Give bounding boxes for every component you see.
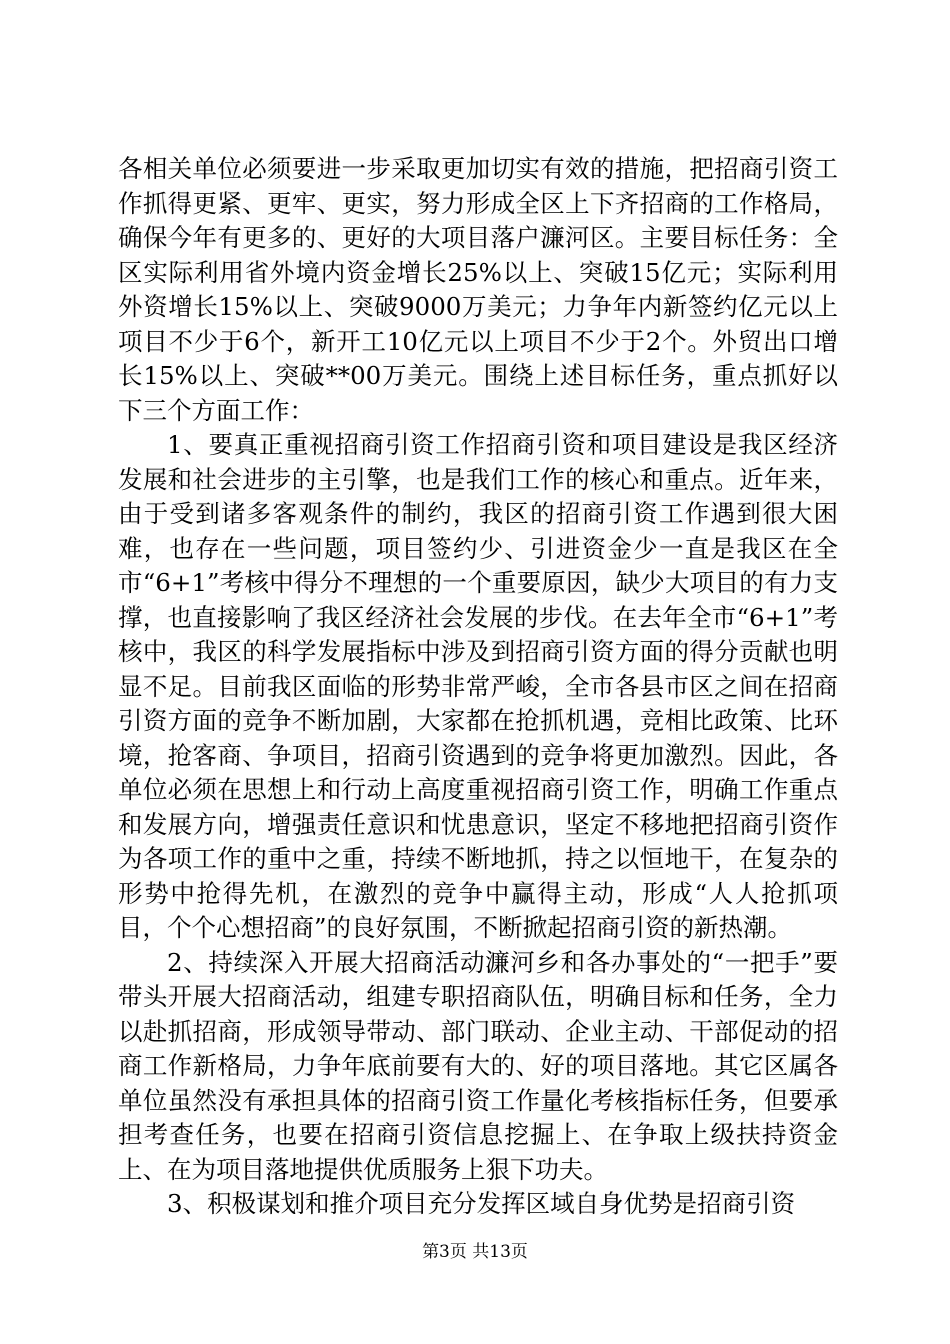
- paragraph-item-3: 3、积极谋划和推介项目充分发挥区域自身优势是招商引资: [167, 1189, 796, 1218]
- paragraph-item-2: 2、持续深入开展大招商活动濂河乡和各办事处的“一把手”要带头开展大招商活动，组建专职招商队伍，明确目标和任务，全力以赴抓招商，形成领导带动、部门联动、企业主动、干部促动的招商工作新格局，力争年底前要有大的、好的项目落地。其它区属各单位虽然没有承担具体的招商引资工作量化考核指标任务，但要承担考查任务，也要在招商引资信息挖掘上、在争取上级扶持资金上、在为项目落地提供优质服务上狠下功夫。: [118, 947, 838, 1184]
- paragraph-intro: 各相关单位必须要进一步采取更加切实有效的措施，把招商引资工作抓得更紧、更牢、更实，努力形成全区上下齐招商的工作格局，确保今年有更多的、更好的大项目落户濂河区。主要目标任务：全区实际利用省外境内资金增长25%以上、突破15亿元；实际利用外资增长15%以上、突破9000万美元；力争年内新签约亿元以上项目不少于6个，新开工10亿元以上项目不少于2个。外贸出口增长15%以上、突破**00万美元。围绕上述目标任务，重点抓好以下三个方面工作：: [118, 154, 838, 425]
- body-text: [118, 152, 838, 1222]
- paragraph-item-1: 1、要真正重视招商引资工作招商引资和项目建设是我区经济发展和社会进步的主引擎，也是我们工作的核心和重点。近年来，由于受到诸多客观条件的制约，我区的招商引资工作遇到很大困难，也存在一些问题，项目签约少、引进资金少一直是我区在全市“6+1”考核中得分不理想的一个重要原因，缺少大项目的有力支撑，也直接影响了我区经济社会发展的步伐。在去年全市“6+1”考核中，我区的科学发展指标中涉及到招商引资方面的得分贡献也明显不足。目前我区面临的形势非常严峻，全市各县市区之间在招商引资方面的竞争不断加剧，大家都在抢抓机遇，竞相比政策、比环境，抢客商、争项目，招商引资遇到的竞争将更加激烈。因此，各单位必须在思想上和行动上高度重视招商引资工作，明确工作重点和发展方向，增强责任意识和忧患意识，坚定不移地把招商引资作为各项工作的重中之重，持续不断地抓，持之以恒地干，在复杂的形势中抢得先机，在激烈的竞争中赢得主动，形成“人人抢抓项目，个个心想招商”的良好氛围，不断掀起招商引资的新热潮。: [118, 430, 838, 942]
- page-number-footer: 第3页 共13页: [422, 1242, 528, 1262]
